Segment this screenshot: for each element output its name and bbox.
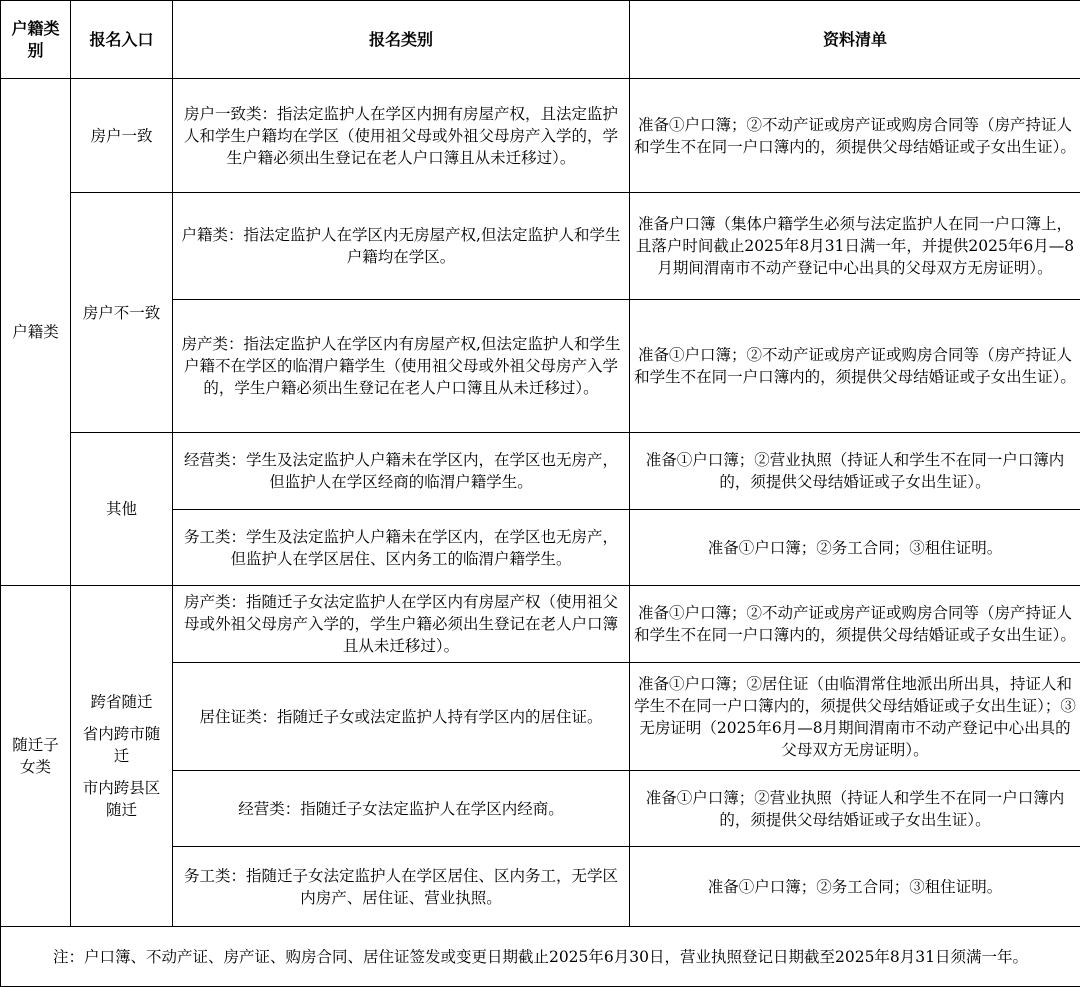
entry-fanghu-buyizhi: 房户不一致 [71, 193, 173, 433]
materials-cell: 准备①户口簿；②不动产证或房产证或购房合同等（房产持证人和学生不在同一户口簿内的，须提供父母结婚证或子女出生证）。 [630, 586, 1080, 663]
category-cell: 居住证类：指随迁子女或法定监护人持有学区内的居住证。 [173, 663, 630, 771]
materials-cell: 准备①户口簿；②营业执照（持证人和学生不在同一户口簿内的，须提供父母结婚证或子女出生证）。 [630, 771, 1080, 847]
header-materials-list: 资料清单 [630, 1, 1080, 79]
group-label-suiqian: 随迁子女类 [1, 586, 71, 927]
entry-shengnei-kuashi: 省内跨市随迁 [77, 723, 166, 767]
note-row [1, 927, 1080, 987]
materials-cell: 准备①户口簿；②不动产证或房产证或购房合同等（房产持证人和学生不在同一户口簿内的，须提供父母结婚证或子女出生证）。 [630, 79, 1080, 193]
category-cell: 房产类：指法定监护人在学区内有房屋产权,但法定监护人和学生户籍不在学区的临渭户籍学生（使用祖父母或外祖父母房产入学的，学生户籍必须出生登记在老人户口簿且从未迁移过）。 [173, 300, 630, 433]
materials-cell: 准备①户口簿；②务工合同；③租住证明。 [630, 847, 1080, 927]
category-cell: 经营类：学生及法定监护人户籍未在学区内，在学区也无房产，但监护人在学区经商的临渭户籍学生。 [173, 433, 630, 510]
category-cell: 务工类：指随迁子女法定监护人在学区居住、区内务工，无学区内房产、居住证、营业执照。 [173, 847, 630, 927]
table-row [1, 79, 1080, 193]
group-label-hukou: 户籍类 [1, 79, 71, 586]
entry-kuasheng: 跨省随迁 [77, 691, 166, 713]
category-cell: 经营类：指随迁子女法定监护人在学区内经商。 [173, 771, 630, 847]
materials-cell: 准备①户口簿；②不动产证或房产证或购房合同等（房产持证人和学生不在同一户口簿内的，须提供父母结婚证或子女出生证）。 [630, 300, 1080, 433]
table-row [1, 193, 1080, 300]
entry-fanghu-yizhi: 房户一致 [71, 79, 173, 193]
entry-qita: 其他 [71, 433, 173, 586]
category-cell: 房产类：指随迁子女法定监护人在学区内有房屋产权（使用祖父母或外祖父母房产入学的，学生户籍必须出生登记在老人户口簿且从未迁移过）。 [173, 586, 630, 663]
materials-cell: 准备①户口簿；②居住证（由临渭常住地派出所出具，持证人和学生不在同一户口簿内的，须提供父母结婚证或子女出生证）；③无房证明（2025年6月—8月期间渭南市不动产登记中心出具的父母双方无房证明）。 [630, 663, 1080, 771]
header-entry: 报名入口 [71, 1, 173, 79]
table-row [1, 586, 1080, 663]
category-cell: 务工类：学生及法定监护人户籍未在学区内，在学区也无房产，但监护人在学区居住、区内务工的临渭户籍学生。 [173, 510, 630, 586]
header-enroll-category: 报名类别 [173, 1, 630, 79]
entry-suiqian [71, 586, 173, 927]
category-cell: 户籍类：指法定监护人在学区内无房屋产权,但法定监护人和学生户籍均在学区。 [173, 193, 630, 300]
category-cell: 房户一致类：指法定监护人在学区内拥有房屋产权，且法定监护人和学生户籍均在学区（使用祖父母或外祖父母房产入学的，学生户籍必须出生登记在老人户口簿且从未迁移过）。 [173, 79, 630, 193]
materials-cell: 准备①户口簿；②营业执照（持证人和学生不在同一户口簿内的，须提供父母结婚证或子女出生证）。 [630, 433, 1080, 510]
materials-cell: 准备①户口簿；②务工合同；③租住证明。 [630, 510, 1080, 586]
table-header-row [1, 1, 1080, 79]
header-hukou-category: 户籍类别 [1, 1, 71, 79]
entry-shinei-kuaxianqu: 市内跨县区随迁 [77, 777, 166, 821]
table-row [1, 433, 1080, 510]
footnote: 注：户口簿、不动产证、房产证、购房合同、居住证签发或变更日期截止2025年6月30日，营业执照登记日期截至2025年8月31日须满一年。 [1, 927, 1080, 987]
materials-cell: 准备户口簿（集体户籍学生必须与法定监护人在同一户口簿上，且落户时间截止2025年8月31日满一年，并提供2025年6月—8月期间渭南市不动产登记中心出具的父母双方无房证明）。 [630, 193, 1080, 300]
